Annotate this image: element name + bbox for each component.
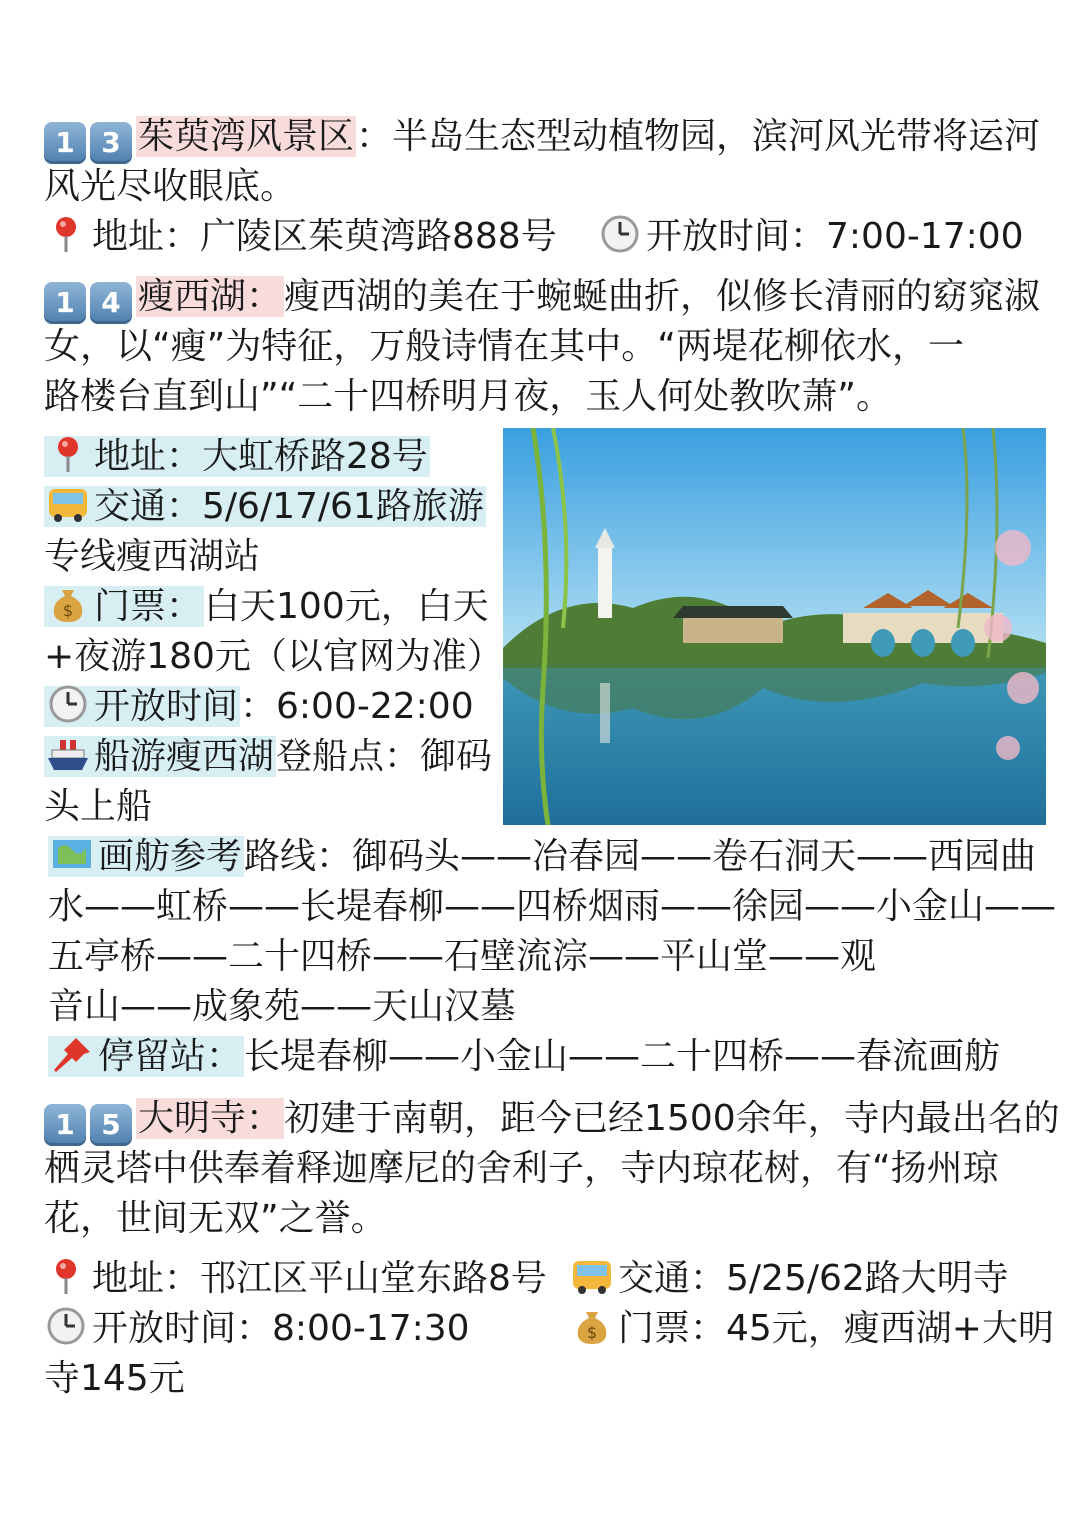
moneybag-icon [570,1306,614,1346]
section-14-boat-2: 头上船 [44,786,153,827]
clock-icon [598,214,642,254]
section-13-heading [44,112,1040,164]
svg-text:$: $ [62,601,74,620]
pin-icon [44,214,88,254]
section-14-traffic: 交通：5/6/17/61路旅游 [44,482,486,532]
section-15-heading [44,1094,1060,1146]
moneybag-icon [46,584,90,624]
section-14-heading [44,272,1040,324]
map-icon [50,834,94,874]
section-14-ticket-2: +夜游180元（以官网为准） [44,636,503,677]
section-15-address: 地址：邗江区平山堂东路8号 [44,1254,547,1304]
section-13-desc-1: ：半岛生态型动植物园，滨河风光带将运河 [356,116,1041,157]
keycap-4-icon: 4 [90,282,132,324]
section-14-ticket: $ 门票：白天100元，白天 [44,582,489,632]
keycap-3-icon: 3 [90,122,132,164]
pin-icon [46,434,90,474]
bus-icon [570,1256,614,1296]
svg-text:$: $ [586,1323,598,1342]
keycap-1-icon: 1 [44,282,86,324]
section-14-hours: 开放时间：6:00-22:00 [44,682,474,732]
section-15-title: 大明寺： [138,1098,283,1139]
bus-icon [46,484,90,524]
section-13-hours: 开放时间：7:00-17:00 [598,212,1024,262]
section-14-route-3: 五亭桥——二十四桥——石壁流淙——平山堂——观 [48,936,877,977]
pin-icon [44,1256,88,1296]
section-14-address: 地址：大虹桥路28号 [44,432,430,482]
pushpin-icon [50,1034,94,1074]
keycap-5-icon: 5 [90,1104,132,1146]
clock-icon [46,684,90,724]
section-15-desc-3: 花，世间无双”之誉。 [44,1198,387,1239]
section-14-desc-3: 路楼台直到山”“二十四桥明月夜，玉人何处教吹萧”。 [44,376,892,417]
section-15-hours: 开放时间：8:00-17:30 [44,1304,470,1354]
section-15-ticket-2: 寺145元 [44,1358,185,1399]
section-14-traffic-2: 专线瘦西湖站 [44,536,261,577]
section-14-boat: 船游瘦西湖登船点：御码 [44,732,492,782]
section-14-route-2: 水——虹桥——长堤春柳——四桥烟雨——徐园——小金山—— [48,886,1057,927]
section-14-stops: 停留站：长堤春柳——小金山——二十四桥——春流画舫 [48,1032,1000,1082]
section-14-title: 瘦西湖： [138,276,283,317]
section-15-ticket: $ 门票：45元，瘦西湖+大明 [570,1304,1054,1354]
clock-icon [44,1306,88,1346]
section-15-desc-1: 初建于南朝，距今已经1500余年，寺内最出名的 [284,1098,1060,1139]
slender-west-lake-photo [503,428,1046,825]
section-13-title: 茱萸湾风景区 [138,116,355,157]
section-13-desc-2: 风光尽收眼底。 [44,166,297,207]
section-13-address: 地址：广陵区茱萸湾路888号 [44,212,557,262]
keycap-1-icon: 1 [44,1104,86,1146]
section-14-desc-1: 瘦西湖的美在于蜿蜒曲折，似修长清丽的窈窕淑 [284,276,1041,317]
section-14-desc-2: 女，以“瘦”为特征，万般诗情在其中。“两堤花柳依水，一 [44,326,964,367]
section-14-route-4: 音山——成象苑——天山汉墓 [48,986,517,1027]
section-15-desc-2: 栖灵塔中供奉着释迦摩尼的舍利子，寺内琼花树，有“扬州琼 [44,1148,999,1189]
keycap-1-icon: 1 [44,122,86,164]
section-15-traffic: 交通：5/25/62路大明寺 [570,1254,1009,1304]
ship-icon [46,734,90,774]
section-14-route: 画舫参考路线：御码头——冶春园——卷石洞天——西园曲 [48,832,1036,882]
